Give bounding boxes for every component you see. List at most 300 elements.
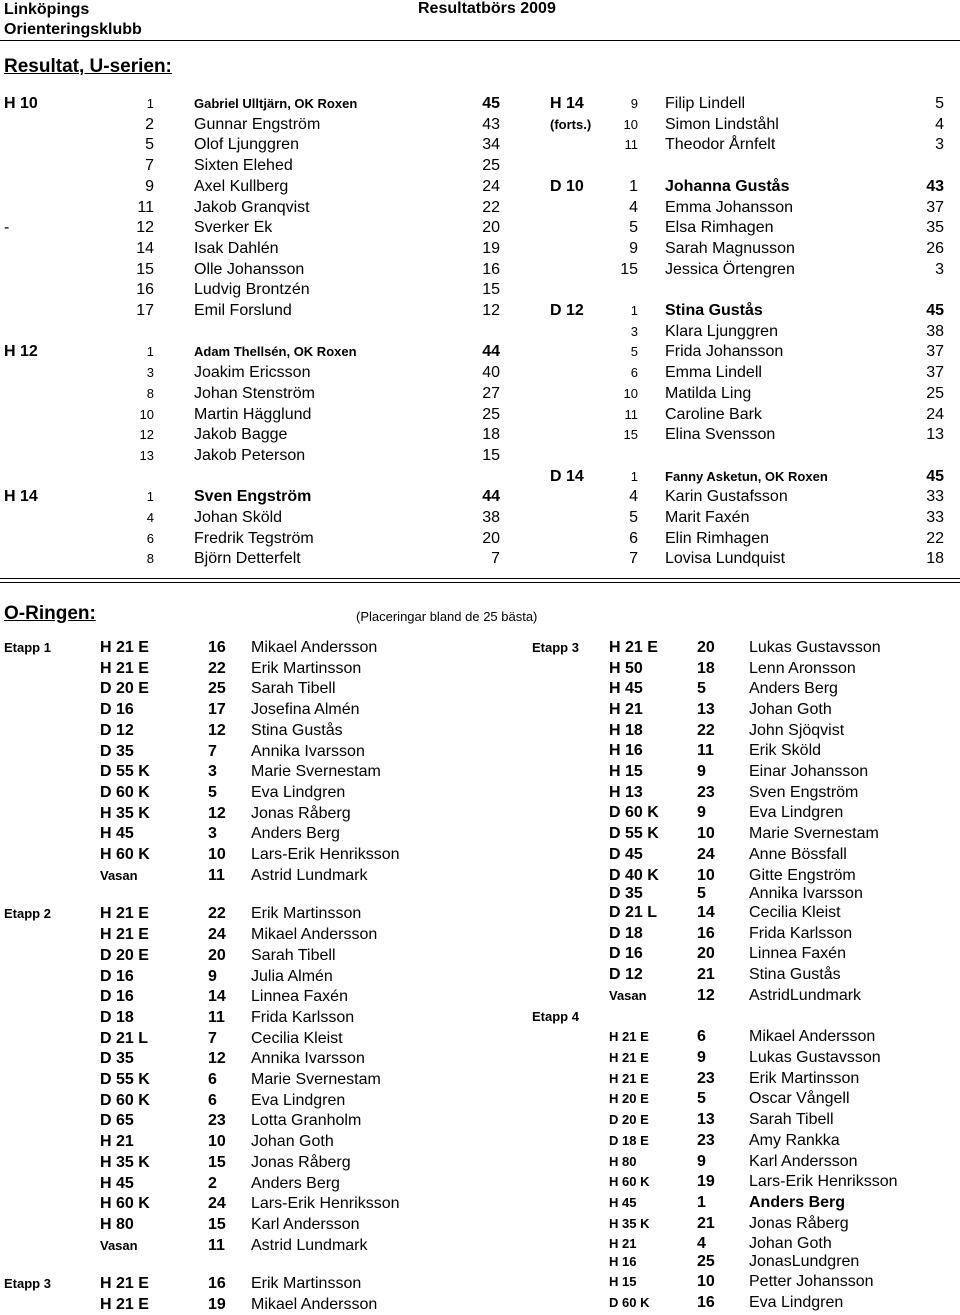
athlete-name: Jonas Råberg <box>749 1215 849 1232</box>
athlete-name: Sarah Tibell <box>251 946 336 964</box>
athlete-name: Fredrik Tegström <box>194 529 314 547</box>
place: 14 <box>697 904 715 921</box>
points: 33 <box>926 488 944 506</box>
place: 17 <box>208 701 226 719</box>
athlete-name: Elsa Rimhagen <box>665 219 774 237</box>
athlete-name: Theodor Årnfelt <box>665 136 776 154</box>
place: 21 <box>697 1215 715 1232</box>
class-label: Vasan <box>100 867 138 883</box>
class-label: D 35 <box>609 885 643 902</box>
class-label: D 60 K <box>609 804 659 821</box>
class-label: D 60 K <box>100 1091 150 1109</box>
place: 10 <box>139 406 154 422</box>
place: 6 <box>208 1071 217 1088</box>
class-label: H 20 E <box>609 1091 649 1106</box>
points: 25 <box>926 384 944 402</box>
place: 15 <box>208 1215 226 1233</box>
place: 6 <box>630 365 638 381</box>
class-label: H 80 <box>100 1215 134 1233</box>
place: 1 <box>697 1194 706 1211</box>
class-label: H 35 K <box>100 804 150 822</box>
class-label: H 21 E <box>609 639 658 656</box>
class-label: D 18 <box>609 925 643 942</box>
athlete-name: Sven Engström <box>749 784 859 801</box>
points: 25 <box>482 157 500 175</box>
place: 10 <box>697 1273 715 1290</box>
athlete-name: Amy Rankka <box>749 1132 840 1149</box>
place: 21 <box>697 966 715 983</box>
place: 8 <box>146 385 154 401</box>
class-label: H 60 K <box>100 846 150 863</box>
class-label: H 45 <box>609 1195 637 1210</box>
class-label: H 35 K <box>100 1153 150 1171</box>
athlete-name: Lars-Erik Henriksson <box>749 1173 898 1190</box>
place: 11 <box>624 406 638 422</box>
place: 20 <box>697 639 715 656</box>
place: 4 <box>697 1235 706 1252</box>
points: 20 <box>482 219 500 237</box>
place: 6 <box>629 529 638 547</box>
place: 10 <box>623 116 638 132</box>
place: 24 <box>208 1195 226 1213</box>
place: 4 <box>629 198 638 216</box>
athlete-name: Julia Almén <box>251 967 333 985</box>
class-label: D 18 <box>100 1008 134 1026</box>
class-label: D 21 L <box>609 904 658 921</box>
place: 14 <box>208 988 226 1006</box>
place: 5 <box>629 219 638 237</box>
place: 20 <box>208 946 226 964</box>
place: 11 <box>208 1236 225 1254</box>
athlete-name: Marie Svernestam <box>251 1071 381 1088</box>
place: 23 <box>697 1132 715 1149</box>
place: 13 <box>139 447 154 463</box>
place: 1 <box>630 468 638 484</box>
athlete-name: Filip Lindell <box>665 95 746 112</box>
class-label: D 16 <box>100 701 134 719</box>
class-label: H 21 E <box>100 639 149 656</box>
athlete-name: Marie Svernestam <box>251 763 381 781</box>
points: 18 <box>926 550 944 568</box>
place: 11 <box>137 198 154 216</box>
stage-label: Etapp 3 <box>4 1276 51 1292</box>
athlete-name: Petter Johansson <box>749 1273 874 1290</box>
place: 2 <box>145 115 154 133</box>
place: 12 <box>139 427 154 443</box>
class-label: H 45 <box>100 1174 134 1192</box>
athlete-name: Lotta Granholm <box>251 1112 362 1130</box>
athlete-name: Linnea Faxén <box>749 945 846 962</box>
place: 6 <box>697 1028 706 1045</box>
place: 11 <box>624 137 638 153</box>
athlete-name: Anders Berg <box>251 1174 340 1192</box>
athlete-name: Caroline Bark <box>665 405 762 423</box>
place: 19 <box>697 1173 715 1190</box>
header-rule <box>0 40 960 41</box>
place: 17 <box>136 302 154 319</box>
place: 9 <box>697 1153 706 1170</box>
athlete-name: Klara Ljunggren <box>665 322 778 340</box>
class-label: H 10 <box>4 95 38 112</box>
class-label: D 12 <box>550 302 584 319</box>
stage-label: Etapp 4 <box>532 1009 579 1024</box>
athlete-name: Cecilia Kleist <box>749 904 841 921</box>
place: 5 <box>697 1090 706 1107</box>
points: 45 <box>926 302 944 319</box>
athlete-name: Emma Johansson <box>665 198 794 216</box>
points: 4 <box>935 115 944 133</box>
athlete-name: Gitte Engström <box>749 867 856 884</box>
class-label: D 20 E <box>100 680 149 698</box>
class-label: D 21 L <box>100 1029 149 1047</box>
class-label: H 12 <box>4 343 38 361</box>
points: 37 <box>926 364 944 382</box>
place: 22 <box>208 659 226 677</box>
place: 16 <box>208 1275 226 1293</box>
place: 25 <box>208 680 226 698</box>
class-label: D 55 K <box>609 825 659 842</box>
athlete-name: Mikael Andersson <box>251 926 378 944</box>
place: 20 <box>697 945 715 962</box>
athlete-name: Sarah Tibell <box>251 680 336 698</box>
class-label: H 18 <box>609 722 643 739</box>
class-label: D 40 K <box>609 867 659 884</box>
points: 38 <box>482 509 500 526</box>
place: 9 <box>697 763 706 780</box>
athlete-name: Astrid Lundmark <box>251 866 368 884</box>
points: 34 <box>482 136 500 154</box>
class-label: H 15 <box>609 1274 637 1289</box>
athlete-name: Björn Detterfelt <box>194 550 301 568</box>
class-label: H 21 E <box>100 926 149 944</box>
points: 38 <box>926 322 944 340</box>
class-label: H 60 K <box>609 1174 650 1189</box>
place: 5 <box>697 680 706 697</box>
place: 12 <box>697 987 715 1004</box>
athlete-name: Cecilia Kleist <box>251 1029 343 1047</box>
athlete-name: Sixten Elehed <box>194 157 293 175</box>
athlete-name: Johan Goth <box>251 1133 334 1151</box>
place: 23 <box>697 1070 715 1087</box>
athlete-name: Johan Sköld <box>194 509 283 526</box>
class-label: D 18 E <box>609 1133 649 1148</box>
points: 15 <box>482 281 500 299</box>
class-label: (forts.) <box>550 116 592 132</box>
athlete-name: Josefina Almén <box>251 701 360 719</box>
class-label: H 50 <box>609 660 643 677</box>
place: 1 <box>630 303 638 318</box>
place: 16 <box>208 639 226 656</box>
place: 5 <box>629 509 638 526</box>
athlete-name: Sarah Tibell <box>749 1111 834 1128</box>
athlete-name: Annika Ivarsson <box>251 1050 365 1068</box>
place: 13 <box>697 701 715 718</box>
athlete-name: Einar Johansson <box>749 763 869 780</box>
place: 18 <box>697 660 715 677</box>
place: 3 <box>208 825 217 843</box>
class-label: D 16 <box>100 988 134 1006</box>
athlete-name: Joakim Ericsson <box>194 364 311 382</box>
place: 9 <box>630 96 638 111</box>
oringen-title: O-Ringen: <box>4 603 96 624</box>
place: 7 <box>145 157 154 175</box>
class-label: Vasan <box>100 1237 138 1253</box>
class-label: H 14 <box>4 488 38 506</box>
athlete-name: Marie Svernestam <box>749 825 879 842</box>
athlete-name: Adam Thellsén, OK Roxen <box>194 344 357 360</box>
place: 11 <box>697 742 714 759</box>
place: 15 <box>136 260 154 278</box>
points: 37 <box>926 343 944 361</box>
points: 7 <box>491 550 500 568</box>
points: 13 <box>926 426 944 444</box>
place: 6 <box>208 1091 217 1109</box>
athlete-name: Lukas Gustavsson <box>749 1049 881 1066</box>
athlete-name: Erik Martinsson <box>749 1070 860 1087</box>
points: 43 <box>482 115 500 133</box>
points: 12 <box>482 302 500 319</box>
athlete-name: Jakob Bagge <box>194 426 288 444</box>
points: 15 <box>482 446 500 464</box>
class-label: D 12 <box>609 966 643 983</box>
athlete-name: Jakob Peterson <box>194 446 306 464</box>
athlete-name: AstridLundmark <box>749 987 862 1004</box>
points: 22 <box>482 198 500 216</box>
athlete-name: Ludvig Brontzén <box>194 281 310 299</box>
athlete-name: Elin Rimhagen <box>665 529 770 547</box>
class-label: H 45 <box>609 680 643 697</box>
athlete-name: Anders Berg <box>749 1194 846 1211</box>
class-label: D 20 E <box>609 1112 649 1127</box>
class-label: H 21 E <box>609 1050 649 1065</box>
athlete-name: Johan Goth <box>749 701 832 718</box>
class-label: H 80 <box>609 1154 637 1169</box>
athlete-name: Sven Engström <box>194 488 312 506</box>
place: 16 <box>136 281 154 299</box>
athlete-name: Mikael Andersson <box>251 639 378 656</box>
place: 1 <box>146 96 154 111</box>
club-name: Linköpings Orienteringsklubb <box>4 1 142 38</box>
class-label: D 14 <box>550 467 584 485</box>
place: 3 <box>208 763 217 781</box>
place: 24 <box>697 846 715 863</box>
place: 9 <box>697 804 706 821</box>
place: 15 <box>623 427 638 443</box>
place: 23 <box>208 1112 226 1130</box>
place: 12 <box>208 721 226 739</box>
class-label: H 21 <box>609 1236 637 1251</box>
athlete-name: Mikael Andersson <box>251 1296 378 1313</box>
athlete-name: JonasLundgren <box>749 1253 860 1270</box>
points: 25 <box>482 405 500 423</box>
place: 10 <box>697 825 715 842</box>
points: 5 <box>935 95 944 112</box>
class-label: H 60 K <box>100 1195 150 1213</box>
class-label: D 10 <box>550 177 584 195</box>
points: 22 <box>926 529 944 547</box>
place: 9 <box>145 177 154 195</box>
class-label: D 35 <box>100 1050 134 1068</box>
athlete-name: Mikael Andersson <box>749 1028 876 1045</box>
athlete-name: Fanny Asketun, OK Roxen <box>665 468 828 484</box>
athlete-name: Astrid Lundmark <box>251 1236 368 1254</box>
place: 9 <box>629 239 638 257</box>
points: 26 <box>926 239 944 257</box>
athlete-name: Olof Ljunggren <box>194 136 299 154</box>
athlete-name: Lenn Aronsson <box>749 660 856 677</box>
class-label: H 45 <box>100 825 134 843</box>
place: 3 <box>146 365 154 381</box>
class-label: H 21 E <box>100 905 149 923</box>
athlete-name: Johan Goth <box>749 1235 832 1252</box>
class-label: H 21 E <box>609 1071 649 1086</box>
class-label: - <box>4 219 10 237</box>
place: 10 <box>697 867 715 884</box>
athlete-name: Simon Lindståhl <box>665 115 779 133</box>
place: 12 <box>208 804 226 822</box>
place: 9 <box>208 967 217 985</box>
place: 5 <box>145 136 154 154</box>
athlete-name: Stina Gustås <box>665 302 763 319</box>
athlete-name: Oscar Vångell <box>749 1090 850 1107</box>
place: 5 <box>697 885 706 902</box>
points: 44 <box>482 488 500 506</box>
class-label: D 55 K <box>100 1071 150 1088</box>
class-label: D 12 <box>100 721 134 739</box>
points: 18 <box>482 426 500 444</box>
athlete-name: Annika Ivarsson <box>749 885 863 902</box>
athlete-name: Anne Bössfall <box>749 846 847 863</box>
athlete-name: Erik Sköld <box>749 742 822 759</box>
useries-title: Resultat, U-serien: <box>4 56 172 77</box>
athlete-name: Erik Martinsson <box>251 659 362 677</box>
athlete-name: Johanna Gustås <box>665 177 790 195</box>
place: 24 <box>208 926 226 944</box>
athlete-name: Frida Karlsson <box>749 925 853 942</box>
place: 10 <box>623 385 638 401</box>
place: 22 <box>208 905 226 923</box>
place: 16 <box>697 925 715 942</box>
place: 4 <box>629 488 638 506</box>
athlete-name: Jakob Granqvist <box>194 198 310 216</box>
points: 27 <box>482 384 500 402</box>
points: 35 <box>926 219 944 237</box>
athlete-name: Axel Kullberg <box>194 177 289 195</box>
class-label: H 16 <box>609 742 643 759</box>
place: 23 <box>697 784 715 801</box>
class-label: H 21 E <box>609 1029 649 1044</box>
class-label: H 35 K <box>609 1216 650 1231</box>
place: 1 <box>146 489 154 505</box>
place: 7 <box>629 550 638 568</box>
place: 13 <box>697 1111 715 1128</box>
points: 24 <box>926 405 944 423</box>
athlete-name: Karl Andersson <box>251 1215 360 1233</box>
place: 7 <box>208 1029 217 1047</box>
points: 20 <box>482 529 500 547</box>
athlete-name: Lars-Erik Henriksson <box>251 846 400 863</box>
athlete-name: Isak Dahlén <box>194 239 279 257</box>
class-label: H 14 <box>550 95 584 112</box>
class-label: H 21 <box>609 701 643 718</box>
athlete-name: Jessica Örtengren <box>665 260 795 278</box>
athlete-name: Karl Andersson <box>749 1153 858 1170</box>
section-rule-bottom <box>0 582 960 583</box>
points: 24 <box>482 177 500 195</box>
athlete-name: Eva Lindgren <box>251 783 346 801</box>
section-rule-top <box>0 578 960 579</box>
athlete-name: Frida Johansson <box>665 343 784 361</box>
class-label: H 15 <box>609 763 643 780</box>
athlete-name: Emil Forslund <box>194 302 292 319</box>
athlete-name: Lovisa Lundquist <box>665 550 786 568</box>
points: 45 <box>482 95 500 112</box>
athlete-name: Emma Lindell <box>665 364 762 382</box>
athlete-name: Frida Karlsson <box>251 1008 355 1026</box>
oringen-subtitle: (Placeringar bland de 25 bästa) <box>356 609 538 624</box>
athlete-name: Martin Hägglund <box>194 405 312 423</box>
points: 43 <box>926 177 944 195</box>
class-label: D 35 <box>100 742 134 760</box>
document-title: Resultatbörs 2009 <box>418 0 556 17</box>
athlete-name: Sarah Magnusson <box>665 239 795 257</box>
class-label: D 65 <box>100 1112 134 1130</box>
athlete-name: Eva Lindgren <box>749 804 844 821</box>
place: 6 <box>146 530 154 546</box>
athlete-name: John Sjöqvist <box>749 722 845 739</box>
stage-label: Etapp 2 <box>4 906 51 922</box>
athlete-name: Erik Martinsson <box>251 905 362 923</box>
class-label: D 16 <box>609 945 643 962</box>
points: 19 <box>482 239 500 257</box>
place: 25 <box>697 1253 715 1270</box>
athlete-name: Stina Gustås <box>749 966 841 983</box>
class-label: D 16 <box>100 967 134 985</box>
points: 3 <box>935 136 944 154</box>
points: 37 <box>926 198 944 216</box>
class-label: H 13 <box>609 784 643 801</box>
place: 2 <box>208 1174 217 1192</box>
place: 22 <box>697 722 715 739</box>
athlete-name: Sverker Ek <box>194 219 273 237</box>
athlete-name: Matilda Ling <box>665 384 752 402</box>
place: 5 <box>630 344 638 360</box>
place: 12 <box>136 219 154 237</box>
place: 1 <box>629 177 638 195</box>
place: 12 <box>208 1050 226 1068</box>
place: 16 <box>697 1294 715 1311</box>
place: 10 <box>208 1133 226 1151</box>
class-label: D 45 <box>609 846 643 863</box>
athlete-name: Anders Berg <box>251 825 340 843</box>
stage-label: Etapp 1 <box>4 640 51 655</box>
place: 1 <box>146 344 154 360</box>
class-label: D 60 K <box>609 1295 650 1310</box>
athlete-name: Olle Johansson <box>194 260 305 278</box>
athlete-name: Lars-Erik Henriksson <box>251 1195 400 1213</box>
place: 15 <box>620 260 638 278</box>
class-label: Vasan <box>609 988 647 1003</box>
athlete-name: Jonas Råberg <box>251 804 351 822</box>
athlete-name: Linnea Faxén <box>251 988 348 1006</box>
place: 9 <box>697 1049 706 1066</box>
place: 15 <box>208 1153 226 1171</box>
place: 10 <box>208 846 226 863</box>
class-label: D 20 E <box>100 946 149 964</box>
place: 8 <box>146 551 154 567</box>
athlete-name: Elina Svensson <box>665 426 776 444</box>
athlete-name: Karin Gustafsson <box>665 488 788 506</box>
